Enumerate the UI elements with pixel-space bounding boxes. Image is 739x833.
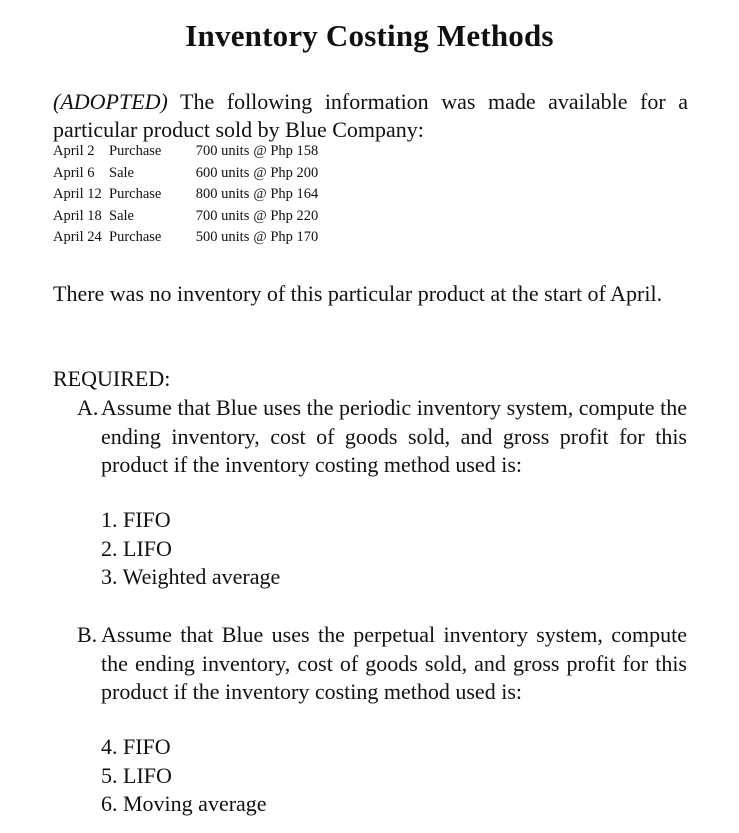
transaction-price: @ Php 158 <box>253 143 319 159</box>
adopted-tag: (ADOPTED) <box>53 89 168 114</box>
note-paragraph: There was no inventory of this particular product at the start of April. <box>53 281 663 306</box>
transaction-row <box>53 184 318 206</box>
method-item: 1. FIFO <box>101 507 171 532</box>
transaction-quantity: 800 units <box>195 186 250 202</box>
transaction-price: @ Php 170 <box>253 229 319 245</box>
transaction-row <box>53 141 318 163</box>
method-item: 2. LIFO <box>101 535 172 561</box>
transaction-type: Sale <box>109 164 134 181</box>
transaction-quantity: 600 units <box>195 164 250 181</box>
method-item: 5. LIFO <box>101 762 172 788</box>
method-item: 4. FIFO <box>101 734 171 759</box>
method-item: 6. Moving average <box>101 791 267 816</box>
method-item: 3. Weighted average <box>101 564 281 589</box>
intro-text: The following information was made available for a particular product sold by Blue Company: <box>53 89 688 142</box>
required-heading: REQUIRED: <box>53 366 171 391</box>
transaction-row <box>53 227 318 249</box>
transaction-price: @ Php 164 <box>253 186 319 202</box>
transaction-quantity: 500 units <box>195 229 250 245</box>
transaction-type: Purchase <box>109 186 162 202</box>
transactions-table <box>53 141 318 249</box>
part-b <box>77 621 687 707</box>
part-b-methods <box>101 733 267 819</box>
part-b-label: B. <box>77 622 98 647</box>
transaction-price: @ Php 220 <box>253 207 319 224</box>
part-a <box>77 394 687 480</box>
part-a-text: Assume that Blue uses the periodic inventory system, compute the ending inventory, cost of goods sold, and gross profit for this product if the inventory costing method used is: <box>101 395 687 477</box>
transaction-type: Sale <box>109 207 134 224</box>
transaction-type: Purchase <box>109 143 162 159</box>
transaction-date: April 12 <box>53 186 102 202</box>
page-title: Inventory Costing Methods <box>185 18 554 53</box>
part-a-methods <box>101 506 280 592</box>
transaction-date: April 2 <box>53 143 95 159</box>
transaction-quantity: 700 units <box>195 207 250 224</box>
transaction-date: April 18 <box>53 207 102 224</box>
transaction-date: April 6 <box>53 164 95 181</box>
transaction-row <box>53 163 318 185</box>
transaction-quantity: 700 units <box>195 143 250 159</box>
part-a-label: A. <box>77 395 99 420</box>
transaction-price: @ Php 200 <box>253 164 319 181</box>
transaction-type: Purchase <box>109 229 162 245</box>
transaction-date: April 24 <box>53 229 102 245</box>
transaction-row <box>53 206 318 228</box>
part-b-text: Assume that Blue uses the perpetual inventory system, compute the ending inventory, cost of goods sold, and gross profit for this product if the inventory costing method used is: <box>101 622 687 704</box>
intro-paragraph <box>53 88 688 144</box>
